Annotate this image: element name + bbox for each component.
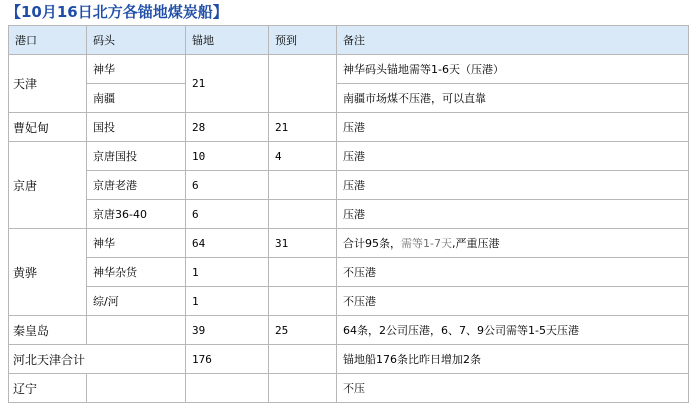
wharf-cell: 国投: [87, 113, 186, 142]
remark-cell: 神华码头锚地需等1-6天（压港）: [337, 55, 689, 84]
remark-cell: 压港: [337, 171, 689, 200]
remark-cell: 压港: [337, 142, 689, 171]
anchorage-cell: 10: [186, 142, 269, 171]
header-anchorage: 锚地: [186, 26, 269, 55]
remark-cell: 锚地船176条比昨日增加2条: [337, 345, 689, 374]
table-row: [9, 200, 689, 229]
expected-cell: [269, 287, 337, 316]
anchorage-table: [8, 25, 689, 403]
wharf-cell: 神华: [87, 55, 186, 84]
anchorage-cell: 1: [186, 258, 269, 287]
remark-cell: [337, 229, 689, 258]
expected-cell: 25: [269, 316, 337, 345]
anchorage-cell: 6: [186, 171, 269, 200]
anchorage-cell: 176: [186, 345, 269, 374]
table-row: [9, 113, 689, 142]
remark-cell: 不压港: [337, 258, 689, 287]
expected-cell: [269, 345, 337, 374]
port-cell: 京唐: [9, 142, 87, 229]
remark-wait-part: 需等1-7天: [401, 237, 452, 250]
wharf-cell: 京唐36-40: [87, 200, 186, 229]
table-row: [9, 84, 689, 113]
port-cell: 黄骅: [9, 229, 87, 316]
table-header-row: [9, 26, 689, 55]
anchorage-cell: [186, 374, 269, 403]
wharf-cell: 神华: [87, 229, 186, 258]
wharf-cell: 神华杂货: [87, 258, 186, 287]
port-cell: 曹妃甸: [9, 113, 87, 142]
anchorage-cell: 6: [186, 200, 269, 229]
anchorage-cell: 64: [186, 229, 269, 258]
wharf-cell: 综/河: [87, 287, 186, 316]
port-cell: 天津: [9, 55, 87, 113]
table-row: [9, 142, 689, 171]
expected-cell: [269, 200, 337, 229]
wharf-cell: 南疆: [87, 84, 186, 113]
table-row: [9, 374, 689, 403]
expected-cell: [269, 171, 337, 200]
expected-cell: 21: [269, 113, 337, 142]
remark-part: 合计95条，: [343, 237, 401, 250]
remark-part: ,严重压港: [451, 237, 500, 250]
wharf-cell: 京唐国投: [87, 142, 186, 171]
table-row: [9, 55, 689, 84]
anchorage-cell: 1: [186, 287, 269, 316]
expected-cell: 4: [269, 142, 337, 171]
header-port: 港口: [9, 26, 87, 55]
remark-cell: 不压: [337, 374, 689, 403]
table-row: [9, 345, 689, 374]
table-row: [9, 316, 689, 345]
wharf-cell: 京唐老港: [87, 171, 186, 200]
expected-cell: [269, 258, 337, 287]
expected-cell: 31: [269, 229, 337, 258]
wharf-cell: [87, 316, 186, 345]
expected-cell: [269, 374, 337, 403]
port-cell: 河北天津合计: [9, 345, 186, 374]
expected-cell: [269, 55, 337, 113]
header-expected: 预到: [269, 26, 337, 55]
anchorage-cell: 28: [186, 113, 269, 142]
wharf-cell: [87, 374, 186, 403]
remark-cell: 64条，2公司压港，6、7、9公司需等1-5天压港: [337, 316, 689, 345]
remark-cell: 压港: [337, 200, 689, 229]
remark-cell: 不压港: [337, 287, 689, 316]
header-remark: 备注: [337, 26, 689, 55]
port-cell: 辽宁: [9, 374, 87, 403]
table-row: [9, 258, 689, 287]
remark-cell: 南疆市场煤不压港，可以直靠: [337, 84, 689, 113]
table-row: [9, 171, 689, 200]
table-row: [9, 287, 689, 316]
header-wharf: 码头: [87, 26, 186, 55]
anchorage-cell: 21: [186, 55, 269, 113]
remark-cell: 压港: [337, 113, 689, 142]
anchorage-cell: 39: [186, 316, 269, 345]
page-title: 【10月16日北方各锚地煤炭船】: [6, 3, 228, 21]
table-row: [9, 229, 689, 258]
port-cell: 秦皇岛: [9, 316, 87, 345]
